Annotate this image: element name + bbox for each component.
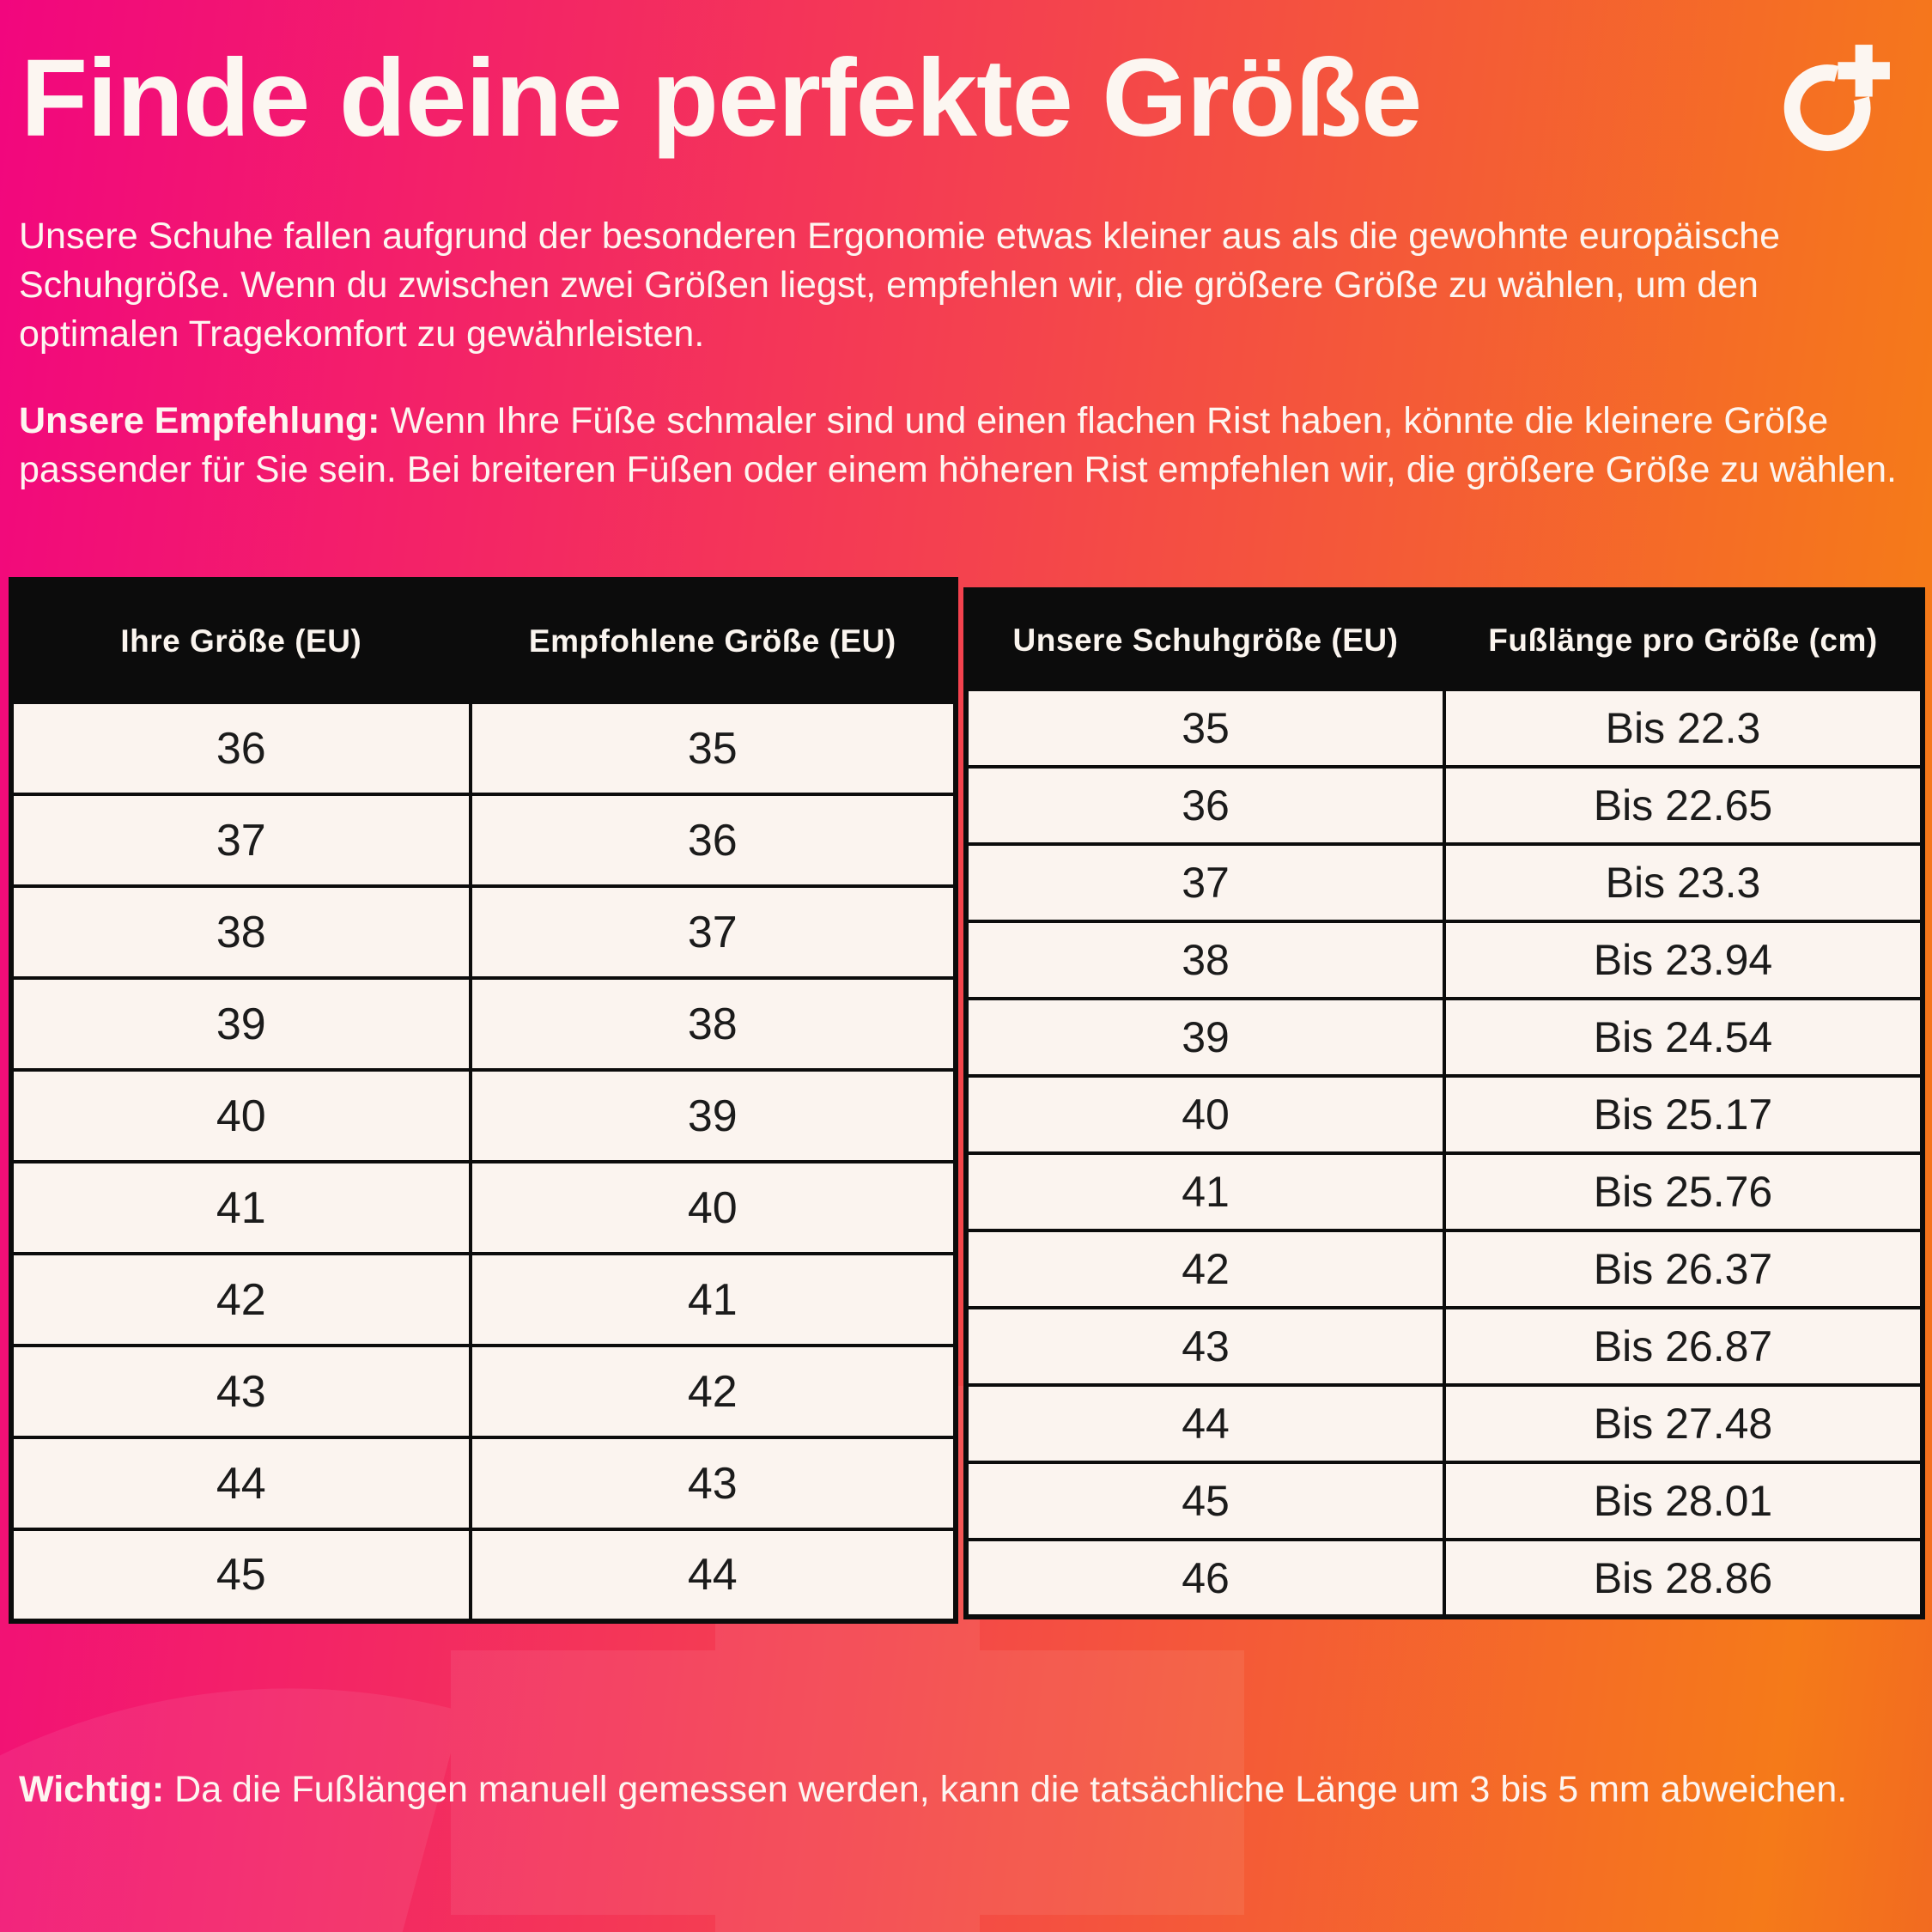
table-cell: 40	[966, 1076, 1444, 1153]
table-cell: Bis 26.87	[1444, 1308, 1923, 1385]
table-cell: Bis 27.48	[1444, 1385, 1923, 1462]
table-row	[11, 1070, 956, 1162]
table-cell: 35	[966, 690, 1444, 767]
recommendation-label: Unsere Empfehlung:	[19, 400, 380, 441]
size-conversion-table	[9, 577, 958, 1624]
table-header-row	[966, 590, 1923, 690]
table-cell: Bis 23.94	[1444, 921, 1923, 999]
table-cell: 38	[966, 921, 1444, 999]
note-body: Da die Fußlängen manuell gemessen werden, kann die tatsächliche Länge um 3 bis 5 mm abweichen.	[164, 1769, 1848, 1810]
table-row	[966, 1076, 1923, 1153]
table-cell: 45	[966, 1462, 1444, 1540]
table-row	[966, 1308, 1923, 1385]
table-row	[966, 1540, 1923, 1617]
table-cell: 39	[966, 999, 1444, 1076]
table-cell: 43	[11, 1346, 471, 1437]
table-cell: 43	[966, 1308, 1444, 1385]
table-row	[966, 767, 1923, 844]
table-row	[11, 1529, 956, 1621]
table-header-row	[11, 580, 956, 702]
table-cell: 35	[471, 702, 956, 794]
table-row	[966, 999, 1923, 1076]
table-cell: 36	[11, 702, 471, 794]
recommendation-text	[19, 397, 1915, 495]
table-row	[11, 978, 956, 1070]
table-row	[11, 1437, 956, 1529]
table-cell: 44	[966, 1385, 1444, 1462]
table-cell: 44	[11, 1437, 471, 1529]
table-row	[11, 702, 956, 794]
table-cell: 42	[966, 1230, 1444, 1308]
recommendation-body: Wenn Ihre Füße schmaler sind und einen flachen Rist haben, könnte die kleinere Größe passender für Sie sein. Bei breiteren Füßen oder einem höheren Rist empfehlen wir, die größere Größe zu wählen.	[19, 400, 1897, 490]
table-row	[966, 1153, 1923, 1230]
table-cell: 39	[11, 978, 471, 1070]
table-cell: 46	[966, 1540, 1444, 1617]
page-title: Finde deine perfekte Größe	[21, 37, 1422, 160]
table-cell: Bis 23.3	[1444, 844, 1923, 921]
table-row	[966, 1230, 1923, 1308]
column-header-shoe-size: Unsere Schuhgröße (EU)	[966, 590, 1444, 690]
table-cell: 41	[966, 1153, 1444, 1230]
column-header-your-size: Ihre Größe (EU)	[11, 580, 471, 702]
note-label: Wichtig:	[19, 1769, 165, 1810]
table-cell: Bis 24.54	[1444, 999, 1923, 1076]
column-header-foot-length: Fußlänge pro Größe (cm)	[1444, 590, 1923, 690]
intro-text: Unsere Schuhe fallen aufgrund der besonderen Ergonomie etwas kleiner aus als die gewohnte europäische Schuhgröße. Wenn du zwischen zwei Größen liegst, empfehlen wir, die größere Größe zu wählen, um den optimalen Tragekomfort zu gewährleisten.	[19, 216, 1780, 355]
table-cell: Bis 28.86	[1444, 1540, 1923, 1617]
table-cell: 44	[471, 1529, 956, 1621]
table-cell: 39	[471, 1070, 956, 1162]
table-cell: 38	[471, 978, 956, 1070]
table-cell: 42	[11, 1254, 471, 1346]
table-cell: 41	[471, 1254, 956, 1346]
table-cell: 41	[11, 1162, 471, 1254]
table-cell: Bis 28.01	[1444, 1462, 1923, 1540]
table-cell: Bis 25.17	[1444, 1076, 1923, 1153]
table-row	[966, 844, 1923, 921]
table-row	[11, 794, 956, 886]
table-row	[966, 921, 1923, 999]
table-row	[11, 1346, 956, 1437]
column-header-recommended-size: Empfohlene Größe (EU)	[471, 580, 956, 702]
table-row	[11, 1254, 956, 1346]
table-cell: 43	[471, 1437, 956, 1529]
table-row	[966, 1385, 1923, 1462]
table-cell: 36	[471, 794, 956, 886]
table-row	[966, 1462, 1923, 1540]
table-cell: 38	[11, 886, 471, 978]
note-text	[19, 1765, 1915, 1814]
table-cell: 40	[471, 1162, 956, 1254]
table-cell: 42	[471, 1346, 956, 1437]
brand-logo-icon	[1779, 34, 1903, 161]
table-cell: 36	[966, 767, 1444, 844]
table-row	[11, 886, 956, 978]
table-cell: 37	[966, 844, 1444, 921]
table-cell: 45	[11, 1529, 471, 1621]
table-cell: Bis 25.76	[1444, 1153, 1923, 1230]
table-row	[11, 1162, 956, 1254]
table-cell: Bis 26.37	[1444, 1230, 1923, 1308]
foot-length-table	[963, 587, 1925, 1619]
table-cell: 37	[11, 794, 471, 886]
table-cell: 40	[11, 1070, 471, 1162]
table-cell: Bis 22.3	[1444, 690, 1923, 767]
table-cell: Bis 22.65	[1444, 767, 1923, 844]
table-row	[966, 690, 1923, 767]
table-cell: 37	[471, 886, 956, 978]
